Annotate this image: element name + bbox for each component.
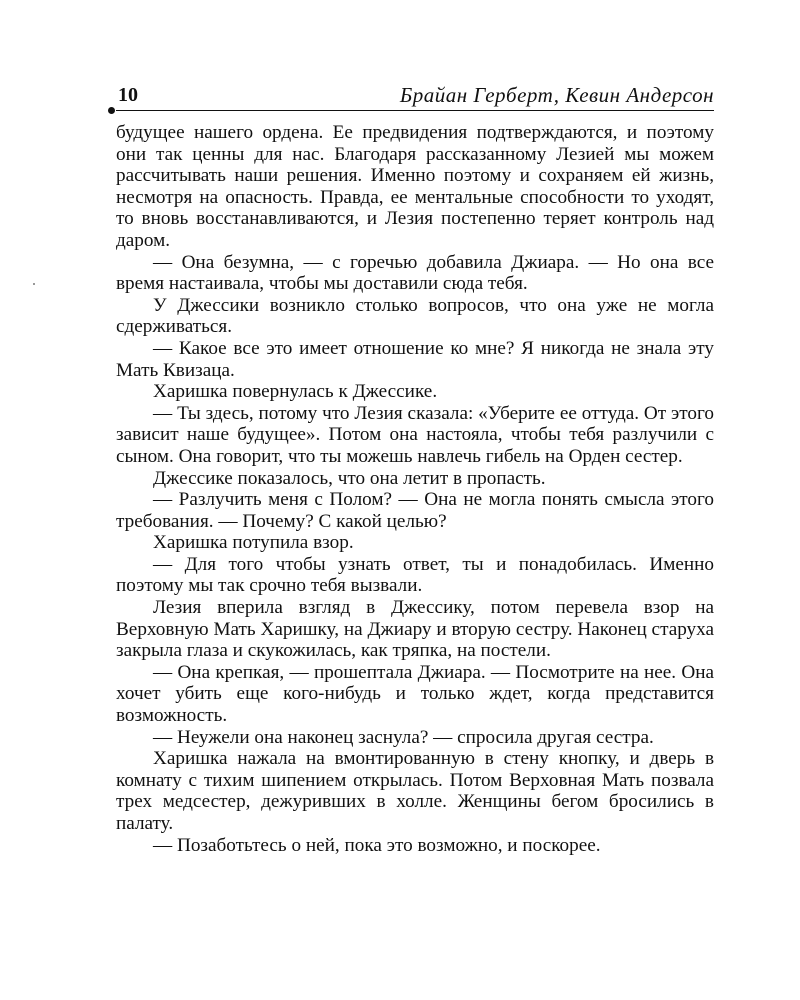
running-head [116,80,714,111]
scan-speck [33,283,35,285]
paragraph: — Позаботьтесь о ней, пока это возможно, и поскорее. [153,834,601,856]
paragraph: — Ты здесь, потому что Лезия сказала: «Уберите ее оттуда. От этого зависит наше будущее». Потом она настояла, чтобы тебя разлучили с сыном. Она говорит, что ты можешь навлечь гибель на Орден сестер. [116,402,714,467]
paragraph: Лезия вперила взгляд в Джессику, потом перевела взор на Верховную Мать Харишку, на Джиару и вторую сестру. Наконец старуха закрыла глаза и скукожилась, как тряпка, на постели. [116,597,714,662]
paragraph: Харишка повернулась к Джессике. [153,381,438,403]
header-rule-dot [108,107,115,114]
running-head-authors: Брайан Герберт, Кевин Андерсон [399,83,714,107]
paragraph: Харишка нажала на вмонтированную в стену кнопку, и дверь в комнату с тихим шипением открылась. Потом Верховная Мать позвала трех медсестер, дежуривших в холле. Женщины бегом бросились в палату. [116,748,714,834]
paragraph-continued: будущее нашего ордена. Ее предвидения подтверждаются, и поэтому они так ценны для нас. Благодаря рассказанному Лезией мы можем рассчитывать наши решения. Именно поэтому и сохраняем ей жизнь, несмотря на опасность. Правда, ее ментальные способности то уходят, то вновь восстанавливаются, и Лезия постепенно теряет контроль над даром. [116,122,714,251]
page-number: 10 [118,84,138,106]
paragraph: — Неужели она наконец заснула? — спросила другая сестра. [153,726,654,748]
paragraph: — Она крепкая, — прошептала Джиара. — Посмотрите на нее. Она хочет убить еще кого-нибудь и только ждет, когда представится возможность. [116,661,714,727]
paragraph: У Джессики возникло столько вопросов, что она уже не могла сдерживаться. [116,294,714,338]
paragraph: — Для того чтобы узнать ответ, ты и понадобилась. Именно поэтому мы так срочно тебя вызвали. [116,553,714,597]
paragraph: — Какое все это имеет отношение ко мне? Я никогда не знала эту Мать Квизаца. [116,337,714,381]
book-page [116,80,714,856]
paragraph: Харишка потупила взор. [153,532,354,554]
paragraph: — Разлучить меня с Полом? — Она не могла понять смысла этого требования. — Почему? С какой целью? [116,489,714,532]
body-text [116,122,714,856]
paragraph: Джессике показалось, что она летит в пропасть. [153,467,546,489]
paragraph: — Она безумна, — с горечью добавила Джиара. — Но она все время настаивала, чтобы мы доставили сюда тебя. [116,251,714,295]
